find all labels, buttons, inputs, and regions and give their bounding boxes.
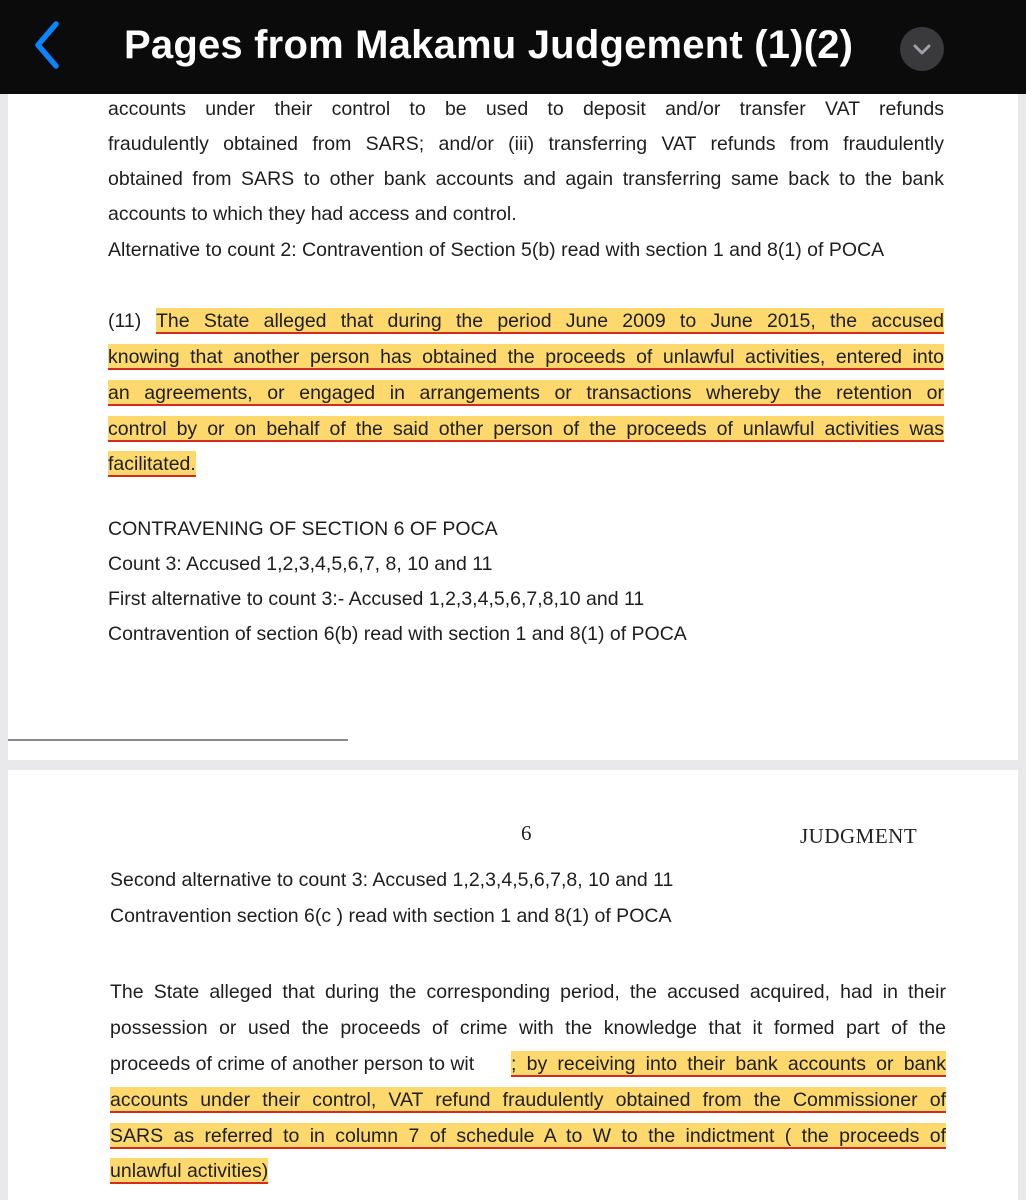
text-line: obtained from SARS to other bank accounts and again transferring same back to the bank bbox=[108, 168, 944, 190]
text-line: Contravention of section 6(b) read with section 1 and 8(1) of POCA bbox=[108, 623, 687, 645]
navigation-bar bbox=[0, 0, 1026, 94]
text-line: Contravention section 6(c ) read with section 1 and 8(1) of POCA bbox=[110, 905, 672, 927]
text-line: possession or used the proceeds of crime with the knowledge that it formed part of the bbox=[110, 1017, 946, 1039]
page-number: 6 bbox=[521, 821, 532, 845]
text-line: accounts to which they had access and control. bbox=[108, 203, 517, 225]
text-line: The State alleged that during the corresponding period, the accused acquired, had in their bbox=[110, 981, 946, 1003]
running-head: JUDGMENT bbox=[800, 824, 918, 848]
document-title[interactable]: Pages from Makamu Judgement (1)(2) bbox=[124, 23, 854, 67]
chevron-down-icon bbox=[911, 39, 933, 61]
back-button[interactable] bbox=[26, 18, 70, 72]
paragraph-number: (11) bbox=[108, 310, 142, 332]
document-page-5[interactable] bbox=[8, 94, 1018, 760]
text-line: Second alternative to count 3: Accused 1,2,3,4,5,6,7,8, 10 and 11 bbox=[110, 869, 674, 891]
text-line: Alternative to count 2: Contravention of Section 5(b) read with section 1 and 8(1) of POCA bbox=[108, 239, 885, 261]
page-rule bbox=[8, 739, 348, 741]
highlighted-text-line: ; by receiving into their bank accounts or bank bbox=[511, 1053, 946, 1075]
text-line: fraudulently obtained from SARS; and/or (iii) transferring VAT refunds from fraudulently bbox=[108, 133, 944, 155]
highlighted-text-line: The State alleged that during the period June 2009 to June 2015, the accused bbox=[156, 310, 944, 332]
document-page-6[interactable] bbox=[8, 770, 1018, 1200]
highlighted-text-line: unlawful activities) bbox=[110, 1160, 269, 1182]
highlighted-text-line: facilitated. bbox=[108, 453, 196, 475]
section-heading: CONTRAVENING OF SECTION 6 OF POCA bbox=[108, 518, 498, 540]
text-line: Count 3: Accused 1,2,3,4,5,6,7, 8, 10 and 11 bbox=[108, 553, 493, 575]
highlighted-text-line: SARS as referred to in column 7 of schedule A to W to the indictment ( the proceeds of bbox=[110, 1125, 946, 1147]
text-line: accounts under their control to be used to deposit and/or transfer VAT refunds bbox=[108, 98, 944, 120]
highlighted-text-line: an agreements, or engaged in arrangements or transactions whereby the retention or bbox=[108, 382, 944, 404]
text-line: First alternative to count 3:- Accused 1,2,3,4,5,6,7,8,10 and 11 bbox=[108, 588, 645, 610]
highlighted-text-line: control by or on behalf of the said other person of the proceeds of unlawful activities was bbox=[108, 418, 944, 440]
text-line: proceeds of crime of another person to wit bbox=[110, 1053, 475, 1075]
title-menu-button[interactable] bbox=[900, 27, 944, 71]
highlighted-text-line: knowing that another person has obtained the proceeds of unlawful activities, entered into bbox=[108, 346, 944, 368]
chevron-left-icon bbox=[26, 18, 70, 72]
highlighted-text-line: accounts under their control, VAT refund fraudulently obtained from the Commissioner of bbox=[110, 1089, 946, 1111]
